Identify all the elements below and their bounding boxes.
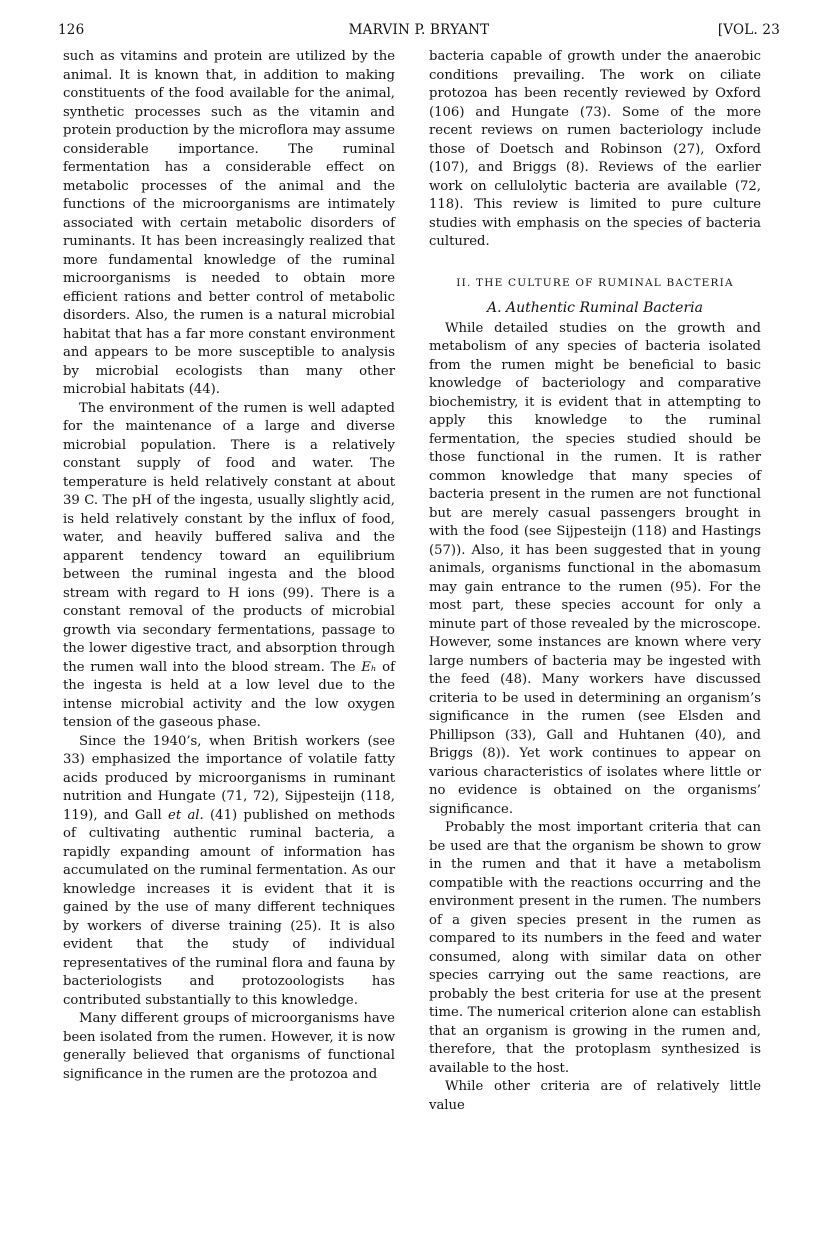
paragraph: While other criteria are of relatively little value (429, 1079, 761, 1113)
paragraph: While detailed studies on the growth and metabolism of any species of bacteria isolated from the rumen might be beneficial to basic knowledge of bacteriology and comparative biochemistry, it is evident that in attempting to apply this knowledge to the ruminal fermentation, the species studied should be those functional in the rumen. It is rather common knowledge that many species of bacteria present in the rumen are not functional but are merely casual passengers brought in with the food (see Sijpesteijn (118) and Hastings (57)). Also, it has been suggested that in young animals, organisms functional in the abomasum may gain entrance to the rumen (95). For the most part, these species account for only a minute part of those revealed by the microscope. However, some instances are known where very large numbers of bacteria may be ingested with the feed (48). Many workers have discussed criteria to be used in determining an organism’s significance in the rumen (see Elsden and Phillipson (33), Gall and Huhtanen (40), and Briggs (8)). Yet work continues to appear on various characteristics of isolates where little or no evidence is obtained on the organisms’ significance. (429, 320, 761, 817)
running-title: MARVIN P. BRYANT (348, 22, 490, 38)
left-column (63, 48, 395, 1084)
text-run: (41) published on methods of cultivating authentic ruminal bacteria, a rapidly expanding amount of information has accumulated on the ruminal fermentation. As our knowledge increases it is evident that it is gained by the use of many different techniques by workers of diverse training (25). It is also evident that the study of individual representatives of the ruminal flora and fauna by bacteriologists and protozoologists has contributed substantially to this knowledge. (63, 807, 396, 1008)
paragraph: Many different groups of microorganisms have been isolated from the rumen. However, it is now generally believed that organisms of functional significance in the rumen are the protozoa and (63, 1011, 395, 1082)
text-run: Since the 1940’s, when British workers (see 33) emphasized the importance of volatile fatty acids produced by microorganisms in ruminant nutrition and Hungate (71, 72), Sijpesteijn (118, 119), and Gall (63, 733, 395, 823)
paragraph: bacteria capable of growth under the anaerobic conditions prevailing. The work on ciliate protozoa has been recently reviewed by Oxford (106) and Hungate (73). Some of the more recent reviews on rumen bacteriology include those of Doetsch and Robinson (27), Oxford (107), and Briggs (8). Reviews of the earlier work on cellulolytic bacteria are available (72, 118). This review is limited to pure culture studies with emphasis on the species of bacteria cultured. (429, 49, 761, 249)
eh-symbol: Eₕ (361, 659, 377, 675)
paragraph: Probably the most important criteria that can be used are that the organism be shown to grow in the rumen and that it have a metabolism compatible with the reactions occurring and the environment present in the rumen. The numbers of a given species present in the rumen as compared to its numbers in the feed and water consumed, along with similar data on other species carrying out the same reactions, are probably the best criteria for use at the present time. The numerical criterion alone can establish that an organism is growing in the rumen and, therefore, that the protoplasm synthesized is available to the host. (429, 820, 761, 1076)
volume-label: [VOL. 23 (717, 22, 780, 38)
text-run: The environment of the rumen is well adapted for the maintenance of a large and diverse microbial population. There is a relatively constant supply of food and water. The temperature is held relatively constant at about 39 C. The pH of the ingesta, usually slightly acid, is held relatively constant by the influx of food, water, and heavily buffered saliva and the apparent tendency toward an equilibrium between the ruminal ingesta and the blood stream with regard to H ions (99). There is a constant removal of the products of microbial growth via secondary fermentations, passage to the lower digestive tract, and absorption through the rumen wall into the blood stream. The (63, 400, 395, 675)
paragraph (63, 733, 395, 1011)
et-al: et al. (168, 807, 204, 823)
right-column (429, 48, 761, 1115)
text-run: of the ingesta is held at a low level due to the intense microbial activity and the low oxygen tension of the gaseous phase. (63, 659, 395, 730)
page-number: 126 (58, 22, 85, 38)
section-heading: II. THE CULTURE OF RUMINAL BACTERIA (456, 276, 734, 289)
subsection-heading: A. Authentic Ruminal Bacteria (487, 299, 703, 316)
page-header (58, 20, 780, 40)
paragraph (63, 400, 395, 733)
paragraph: such as vitamins and protein are utilized by the animal. It is known that, in addition to making constituents of the food available for the animal, synthetic processes such as the vitamin and protein production by the microflora may assume considerable importance. The ruminal fermentation has a considerable effect on metabolic processes of the animal and the functions of the microorganisms are intimately associated with certain metabolic disorders of ruminants. It has been increasingly realized that more fundamental knowledge of the ruminal microorganisms is needed to obtain more efficient rations and better control of metabolic disorders. Also, the rumen is a natural microbial habitat that has a far more constant environment and appears to be more susceptible to analysis by microbial ecologists than many other microbial habitats (44). (63, 49, 395, 397)
